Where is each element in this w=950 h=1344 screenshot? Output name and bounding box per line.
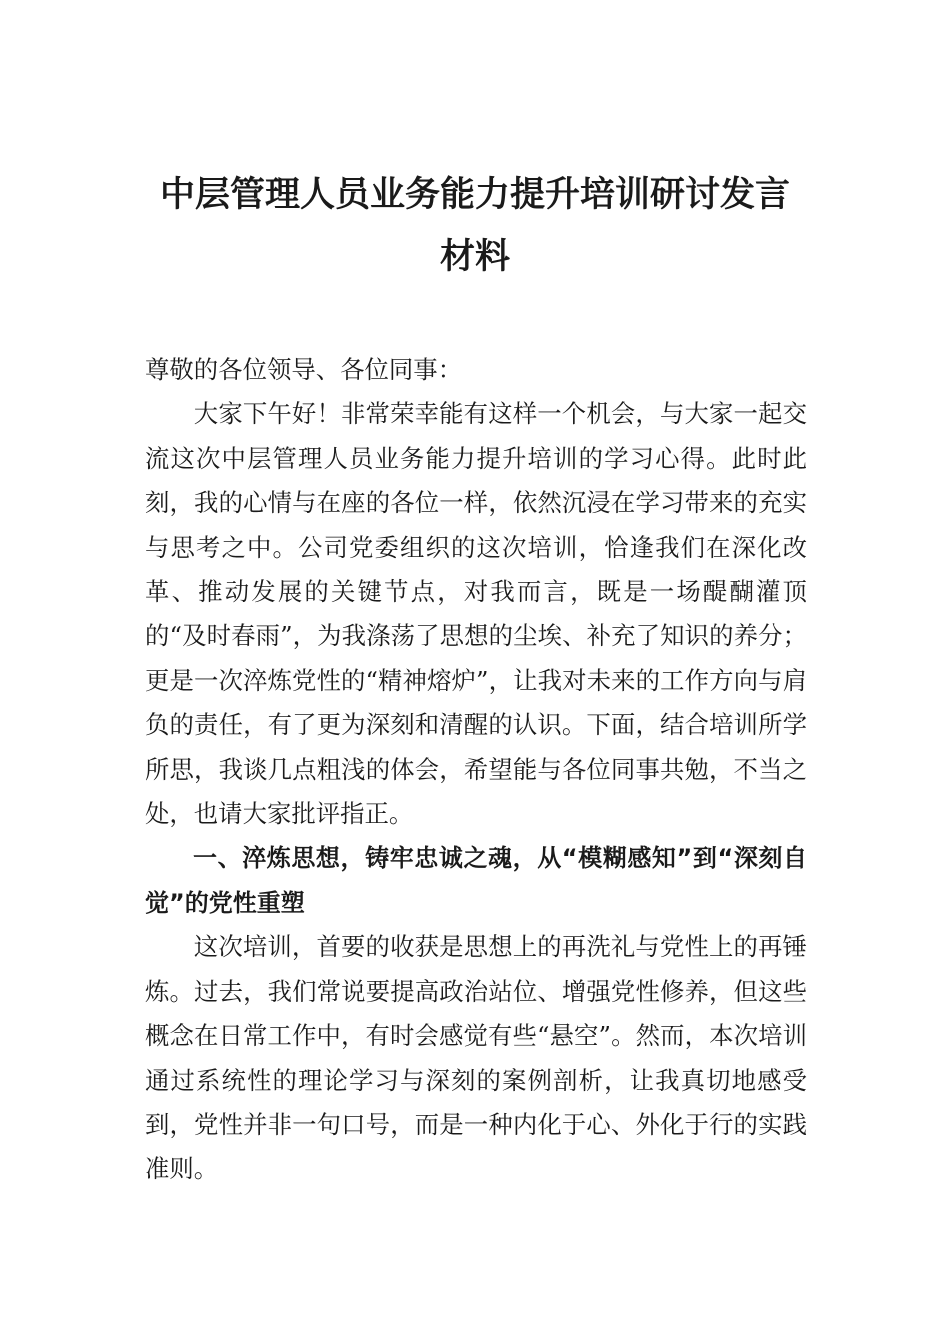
document-body — [145, 348, 807, 1192]
salutation: 尊敬的各位领导、各位同事： — [145, 355, 463, 384]
section-heading-1: 一、淬炼思想，铸牢忠诚之魂，从“模糊感知”到“深刻自觉”的党性重塑 — [145, 844, 807, 917]
document-title: 中层管理人员业务能力提升培训研讨发言材料 — [159, 174, 790, 277]
section-1-paragraph: 这次培训，首要的收获是思想上的再洗礼与党性上的再锤炼。过去，我们常说要提高政治站位、增强党性修养，但这些概念在日常工作中，有时会感觉有些“悬空”。然而，本次培训通过系统性的理论学习与深刻的案例剖析，让我真切地感受到，党性并非一句口号，而是一种内化于心、外化于行的实践准则。 — [145, 932, 807, 1184]
intro-paragraph: 大家下午好！非常荣幸能有这样一个机会，与大家一起交流这次中层管理人员业务能力提升培训的学习心得。此时此刻，我的心情与在座的各位一样，依然沉浸在学习带来的充实与思考之中。公司党委组织的这次培训，恰逢我们在深化改革、推动发展的关键节点，对我而言，既是一场醍醐灌顶的“及时春雨”，为我涤荡了思想的尘埃、补充了知识的养分；更是一次淬炼党性的“精神熔炉”，让我对未来的工作方向与肩负的责任，有了更为深刻和清醒的认识。下面，结合培训所学所思，我谈几点粗浅的体会，希望能与各位同事共勉，不当之处，也请大家批评指正。 — [145, 399, 807, 829]
